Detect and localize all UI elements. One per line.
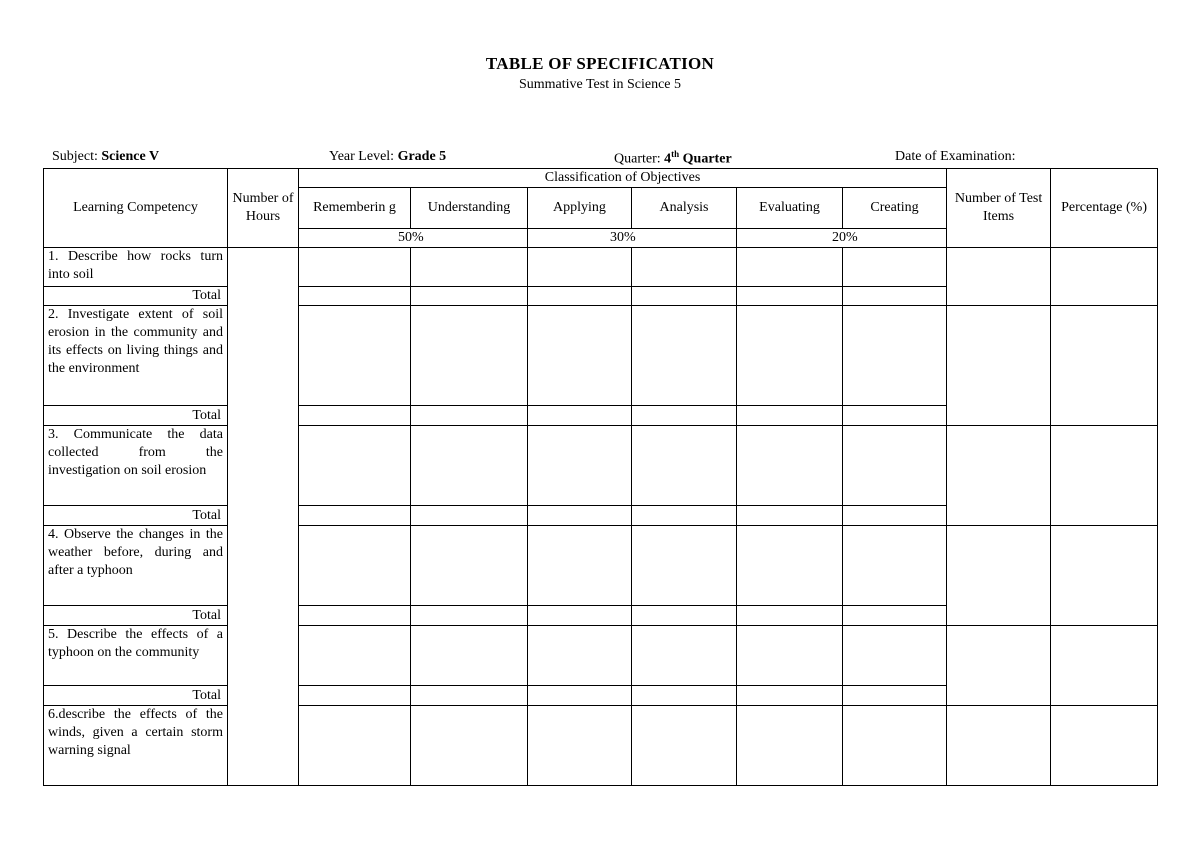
header-analysis: Analysis <box>632 188 737 229</box>
percent-mid-cell <box>528 229 737 248</box>
items-cell <box>947 306 1051 426</box>
competency-3: 3. Communicate the data collected from the investigation on soil erosion <box>44 426 228 506</box>
table-row <box>44 626 1158 686</box>
header-remembering: Rememberin g <box>299 188 411 229</box>
document-subtitle: Summative Test in Science 5 <box>518 77 682 92</box>
table-row <box>44 426 1158 506</box>
specification-table <box>43 168 1158 786</box>
date-label: Date of Examination: <box>895 149 1016 164</box>
items-cell <box>947 248 1051 306</box>
competency-5: 5. Describe the effects of a typhoon on the community <box>44 626 228 686</box>
year-level-field <box>329 149 446 165</box>
percent-low: 50% <box>398 230 424 245</box>
header-percentage: Percentage (%) <box>1051 169 1158 248</box>
items-cell <box>947 626 1051 706</box>
table-row <box>44 306 1158 406</box>
table-row <box>44 248 1158 287</box>
date-field <box>895 149 1016 165</box>
percentage-cell <box>1051 626 1158 706</box>
percentage-cell <box>1051 706 1158 786</box>
header-creating: Creating <box>843 188 947 229</box>
total-label: Total <box>44 287 228 306</box>
hours-cell <box>228 248 299 786</box>
table-row <box>44 526 1158 606</box>
items-cell <box>947 426 1051 526</box>
year-level-value: Grade 5 <box>397 149 447 164</box>
subject-field <box>52 149 159 165</box>
competency-2: 2. Investigate extent of soil erosion in the community and its effects on living things and the environment <box>44 306 228 406</box>
percent-low-cell <box>299 229 528 248</box>
header-learning-competency: Learning Competency <box>44 169 228 248</box>
items-cell <box>947 706 1051 786</box>
competency-4: 4. Observe the changes in the weather before, during and after a typhoon <box>44 526 228 606</box>
header-understanding: Understanding <box>411 188 528 229</box>
year-level-label: Year Level: <box>329 149 395 164</box>
document-title: TABLE OF SPECIFICATION <box>485 54 715 73</box>
items-cell <box>947 526 1051 626</box>
header-number-of-hours: Number of Hours <box>228 169 299 248</box>
quarter-label: Quarter: <box>614 151 661 167</box>
table-row <box>44 706 1158 786</box>
quarter-number: 4 <box>664 151 672 167</box>
percentage-cell <box>1051 248 1158 306</box>
quarter-suffix: th <box>671 149 680 159</box>
total-label: Total <box>44 506 228 526</box>
percentage-cell <box>1051 306 1158 426</box>
percent-high-cell <box>737 229 947 248</box>
header-classification: Classification of Objectives <box>299 169 947 188</box>
competency-1: 1. Describe how rocks turn into soil <box>44 248 228 287</box>
percent-mid: 30% <box>610 230 636 245</box>
quarter-word: Quarter <box>682 151 732 167</box>
header-evaluating: Evaluating <box>737 188 843 229</box>
total-label: Total <box>44 686 228 706</box>
subject-label: Subject: <box>52 149 98 164</box>
quarter-field <box>614 149 732 168</box>
subject-value: Science V <box>101 149 160 164</box>
header-row-1 <box>44 169 1158 188</box>
percent-high: 20% <box>832 230 858 245</box>
competency-6: 6.describe the effects of the winds, given a certain storm warning signal <box>44 706 228 786</box>
header-applying: Applying <box>528 188 632 229</box>
percentage-cell <box>1051 426 1158 526</box>
percentage-cell <box>1051 526 1158 626</box>
total-label: Total <box>44 406 228 426</box>
total-label: Total <box>44 606 228 626</box>
header-number-of-items: Number of Test Items <box>947 169 1051 248</box>
